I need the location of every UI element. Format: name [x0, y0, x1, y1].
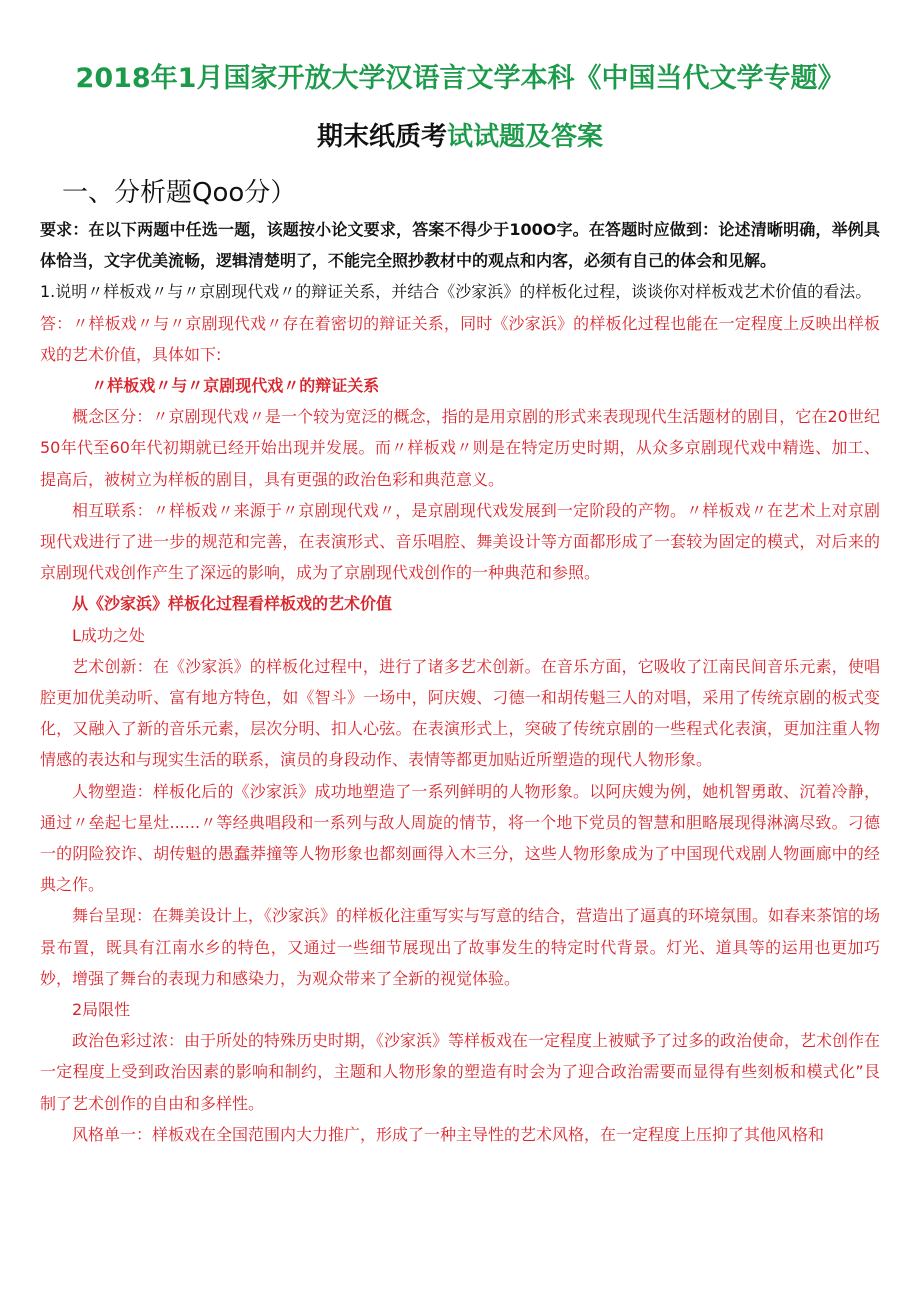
paragraph-stage: 舞台呈现：在舞美设计上，《沙家浜》的样板化注重写实与写意的结合，营造出了逼真的环境氛围。如春来茶馆的场景布置，既具有江南水乡的特色，又通过一些细节展现出了故事发生的特定时代背景。灯光、道具等的运用也更加巧妙，增强了舞台的表现力和感染力，为观众带来了全新的视觉体验。	[40, 906, 881, 988]
paragraph-politics: 政治色彩过浓：由于所处的特殊历史时期，《沙家浜》等样板戏在一定程度上被赋予了过多的政治使命，艺术创作在一定程度上受到政治因素的影响和制约，主题和人物形象的塑造有时会为了迎合政治需要而显得有些刻板和模式化”艮制了艺术创作的自由和多样性。	[40, 1031, 881, 1113]
document-subtitle	[40, 116, 880, 153]
heading-relation: 〃样板戏〃与〃京剧现代戏〃的辩证关系	[91, 376, 380, 396]
subheading-limits: 2局限性	[72, 1000, 131, 1020]
document-body	[40, 214, 880, 1150]
requirement-text: 要求：在以下两题中任选一题，该题按小论文要求，答案不得少于100O字。在答题时应做到：论述清晰明确，举例具体恰当，文字优美流畅，逻辑清楚明了，不能完全照抄教材中的观点和内客，必须有自己的体会和见解。	[40, 220, 880, 271]
question-text: 1.说明〃样板戏〃与〃京剧现代戏〃的辩证关系，并结合《沙家浜》的样板化过程，谈谈你对样板戏艺术价值的看法。	[40, 282, 872, 302]
paragraph-art: 艺术创新：在《沙家浜》的样板化过程中，进行了诸多艺术创新。在音乐方面，它吸收了江南民间音乐元素，使唱腔更加优美动听、富有地方特色，如《智斗》一场中，阿庆嫂、刁德一和胡传魁三人的对唱，采用了传统京剧的板式变化，又融入了新的音乐元素，层次分明、扣人心弦。在表演形式上，突破了传统京剧的一些程式化表演，更加注重人物情感的表达和与现实生活的联系，演员的身段动作、表情等都更加贴近所塑造的现代人物形象。	[40, 656, 880, 770]
heading-value: 从《沙家浜》样板化过程看样板戏的艺术价值	[72, 594, 393, 614]
subtitle-green-part: 试试题及答案	[447, 122, 604, 152]
document-title: 2018年1月国家开放大学汉语言文学本科《中国当代文学专题》	[75, 63, 845, 94]
paragraph-link: 相互联系：〃样板戏〃来源于〃京剧现代戏〃，是京剧现代戏发展到一定阶段的产物。〃样板戏〃在艺术上对京剧现代戏进行了进一步的规范和完善，在表演形式、音乐唱腔、舞美设计等方面都形成了一套较为固定的模式，对后来的京剧现代戏创作产生了深远的影响，成为了京剧现代戏创作的一种典范和参照。	[40, 500, 880, 583]
paragraph-character: 人物塑造：样板化后的《沙家浜》成功地塑造了一系列鲜明的人物形象。以阿庆嫂为例，她机智勇敢、沉着冷静，通过〃垒起七星灶......〃等经典唱段和一系列与敌人周旋的情节，将一个地下党员的智慧和胆略展现得淋漓尽致。刁德一的阴险狡诈、胡传魁的愚蠢莽撞等人物形象也都刻画得入木三分，这些人物形象成为了中国现代戏剧人物画廊中的经典之作。	[40, 781, 880, 895]
answer-intro: 答：〃样板戏〃与〃京剧现代戏〃存在着密切的辩证关系，同时《沙家浜》的样板化过程也能在一定程度上反映出样板戏的艺术价值，具体如下:	[40, 313, 880, 364]
section-heading: 一、分析题Qoo分）	[62, 178, 297, 208]
subheading-success: L成功之处	[72, 625, 145, 645]
paragraph-style: 风格单一：样板戏在全国范围内大力推广，形成了一种主导性的艺术风格，在一定程度上压抑了其他风格和	[72, 1124, 825, 1144]
subtitle-black-part: 期末纸质考	[316, 122, 447, 152]
paragraph-concept: 概念区分：〃京剧现代戏〃是一个较为宽泛的概念，指的是用京剧的形式来表现现代生活题材的剧目，它在20世纪50年代至60年代初期就已经开始出现并发展。而〃样板戏〃则是在特定历史时期，从众多京剧现代戏中精选、加工、提高后，被树立为样板的剧目，具有更强的政治色彩和典范意义。	[40, 407, 880, 489]
